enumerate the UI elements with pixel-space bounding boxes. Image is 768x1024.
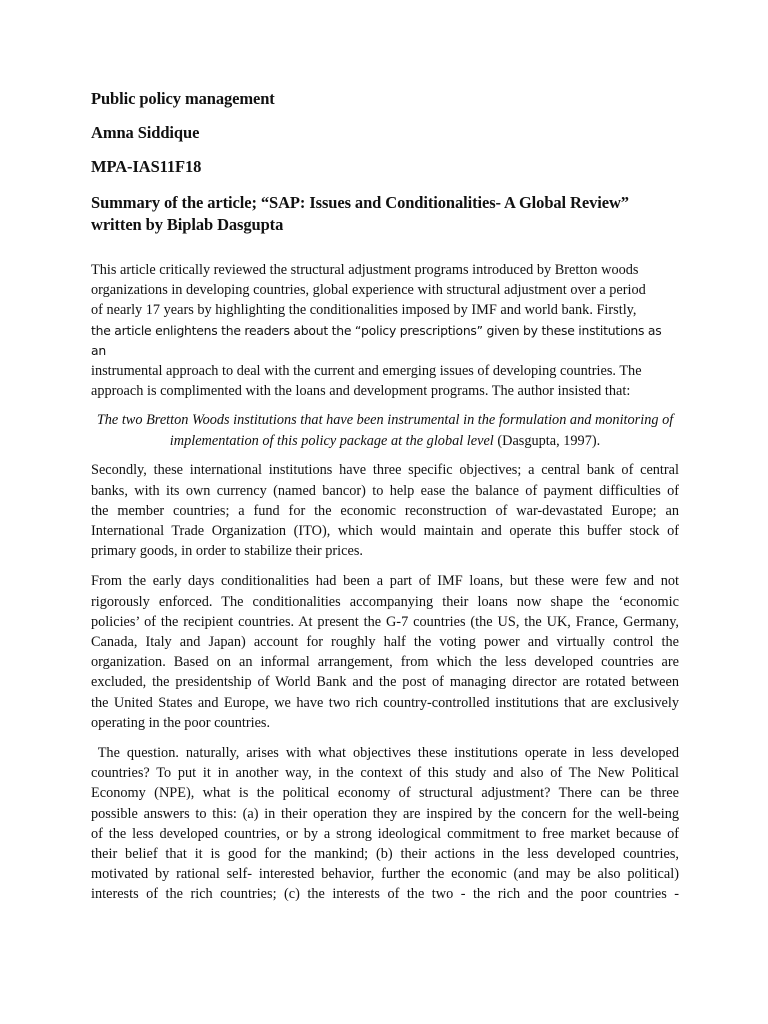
paragraph-line: The question. naturally, arises with what objectives these institutions operate in less developed <box>91 745 679 762</box>
block-quote <box>95 410 675 451</box>
paragraph-line: instrumental approach to deal with the current and emerging issues of developing countries. The <box>91 363 642 380</box>
paragraph-line: motivated by rational self- interested behavior, further the economic (and may be also political) <box>91 866 679 883</box>
paragraph-line: approach is complimented with the loans and development programs. The author insisted that: <box>91 383 631 400</box>
paragraph-line: possible answers to this: (a) in their operation they are inspired by the concern for the well-being <box>91 805 679 822</box>
paragraph-line: rigorously enforced. The conditionalities accompanying their loans now shape the ‘economic <box>91 593 679 610</box>
summary-heading-line: written by Biplab Dasgupta <box>91 215 284 234</box>
quote-citation: (Dasgupta, 1997). <box>493 432 601 449</box>
course-title: Public policy management <box>91 89 275 108</box>
paragraph-line: policies’ of the recipient countries. At present the G-7 countries (the US, the UK, France, Germany, <box>91 613 679 630</box>
paragraph-intro <box>91 260 679 401</box>
paragraph-line: interests of the rich countries; (c) the interests of the two - the rich and the poor countries - <box>91 886 679 903</box>
paragraph-line: the article enlightens the readers about the “policy prescriptions” given by these institutions as an <box>91 322 662 358</box>
paragraph-line: countries? To put it in another way, in the context of this study and also of The New Political <box>91 765 679 782</box>
document-page <box>91 88 679 905</box>
author-name: Amna Siddique <box>91 123 200 142</box>
paragraph-line: the United States and Europe, we have two rich country-controlled institutions that are exclusively <box>91 694 679 711</box>
paragraph-line: Canada, Italy and Japan) account for roughly half the voting power and virtually control the <box>91 634 679 651</box>
paragraph-objectives <box>91 460 679 561</box>
paragraph-line: excluded, the presidentship of World Bank and the post of managing director are rotated between <box>91 674 679 691</box>
paragraph-line: This article critically reviewed the structural adjustment programs introduced by Bretton woods <box>91 262 639 278</box>
summary-heading-line: Summary of the article; “SAP: Issues and Conditionalities- A Global Review” <box>91 193 629 212</box>
paragraph-line: International Trade Organization (ITO), which would maintain and operate this buffer stock of <box>91 523 679 540</box>
paragraph-line: Secondly, these international institutions have three specific objectives; a central bank of central <box>91 462 679 479</box>
quote-text: The two Bretton Woods institutions that have been instrumental in the formulation and monitoring of implementation of this policy package at the global level <box>96 412 674 449</box>
paragraph-line: From the early days conditionalities had been a part of IMF loans, but these were few and not <box>91 573 679 590</box>
paragraph-line: organization. Based on an informal arrangement, from which the less developed countries are <box>91 654 679 671</box>
roll-number: MPA-IAS11F18 <box>91 157 202 176</box>
paragraph-line: banks, with its own currency (named bancor) to help ease the balance of payment difficulties of <box>91 482 679 499</box>
paragraph-line: of nearly 17 years by highlighting the conditionalities imposed by IMF and world bank. Firstly, <box>91 302 637 319</box>
paragraph-line: the member countries; a fund for the economic reconstruction of war-devastated Europe; an <box>91 502 679 519</box>
summary-heading <box>91 192 679 236</box>
paragraph-line: their belief that it is good for the mankind; (b) their actions in the less developed countries, <box>91 846 679 863</box>
paragraph-question <box>91 743 679 905</box>
paragraph-line: Economy (NPE), what is the political economy of structural adjustment? There can be three <box>91 785 679 802</box>
paragraph-conditionalities <box>91 571 679 733</box>
paragraph-line: operating in the poor countries. <box>91 714 271 731</box>
paragraph-line: primary goods, in order to stabilize their prices. <box>91 543 363 560</box>
paragraph-line: of the less developed countries, or by a strong ideological commitment to free market because of <box>91 825 679 842</box>
paragraph-line: organizations in developing countries, global experience with structural adjustment over a period <box>91 282 646 299</box>
